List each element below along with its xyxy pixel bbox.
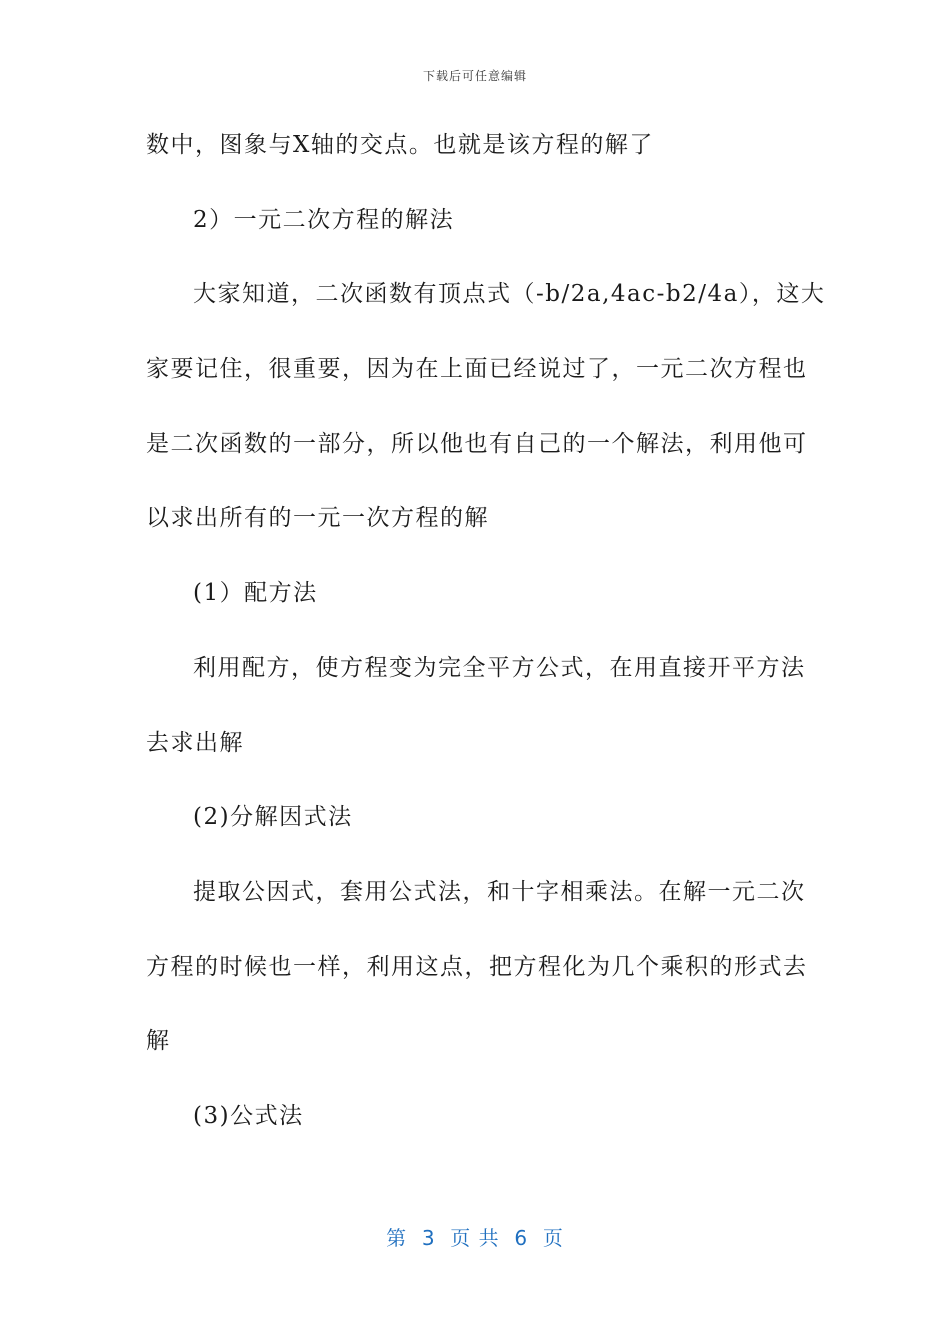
paragraph-line: 是二次函数的一部分，所以他也有自己的一个解法，利用他可 xyxy=(146,430,808,457)
paragraph-line: 提取公因式，套用公式法，和十字相乘法。在解一元二次 xyxy=(193,878,806,905)
subsection-heading: (1）配方法 xyxy=(193,580,318,607)
section-heading: 2）一元二次方程的解法 xyxy=(193,206,455,233)
page-number-footer: 第 3 页 共 6 页 xyxy=(386,1226,564,1250)
subsection-heading: (2)分解因式法 xyxy=(193,804,353,831)
document-body xyxy=(146,120,826,1166)
paragraph-line: 利用配方，使方程变为完全平方公式，在用直接开平方法 xyxy=(193,654,806,681)
paragraph-line: 解 xyxy=(146,1028,171,1055)
paragraph-line: 数中，图象与X轴的交点。也就是该方程的解了 xyxy=(146,132,654,158)
subsection-heading: (3)公式法 xyxy=(193,1102,304,1129)
paragraph-line: 以求出所有的一元一次方程的解 xyxy=(146,505,489,532)
paragraph-line: 去求出解 xyxy=(146,729,244,756)
paragraph-line: 家要记住，很重要，因为在上面已经说过了，一元二次方程也 xyxy=(146,356,808,383)
paragraph-line: 方程的时候也一样，利用这点，把方程化为几个乘积的形式去 xyxy=(146,953,808,980)
page-header: 下载后可任意编辑 xyxy=(422,69,527,83)
paragraph-line: 大家知道，二次函数有顶点式（-b/2a,4ac-b2/4a），这大 xyxy=(193,281,826,308)
